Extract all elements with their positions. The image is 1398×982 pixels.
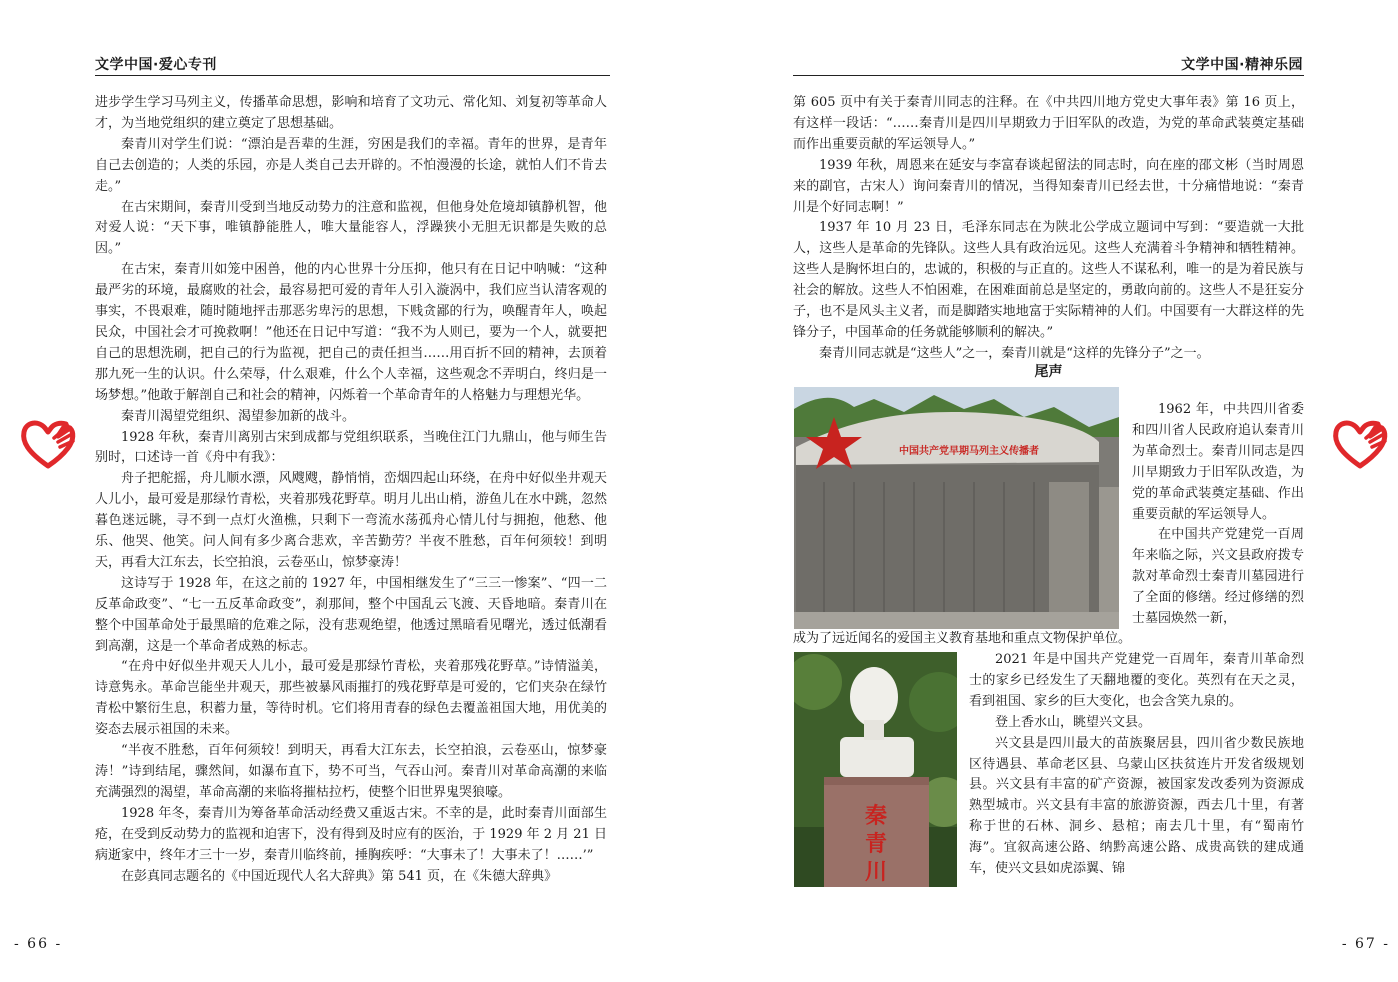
right-page	[699, 0, 1398, 982]
paragraph: 秦青川对学生们说：“漂泊是吾辈的生涯，穷困是我们的幸福。青年的世界，是青年自己去创造的；人类的乐园，亦是人类自己去开辟的。不怕漫漫的长途，就怕人们不肯去走。”	[95, 136, 607, 194]
paragraph: 1928 年冬，秦青川为筹备革命活动经费又重返古宋。不幸的是，此时秦青川面部生疮，在受到反动势力的监视和迫害下，没有得到及时应有的医治，于 1929 年 2 月 21 日病逝家中，终年才三十一岁，秦青川临终前，捶胸疾呼：“大事未了！大事未了！……’”	[95, 805, 607, 863]
heart-hand-logo-icon	[1330, 414, 1390, 474]
paragraph: “在舟中好似坐井观天人儿小，最可爱是那绿竹青松，夹着那残花野草。”诗情溢美，诗意隽永。革命岂能坐井观天，那些被暴风雨摧打的残花野草是可爱的，它们夹杂在绿竹青松中繁衍生息，积蓄力量，等待时机。它们将用青春的绿色去覆盖祖国大地，用优美的姿态去展示祖国的未来。	[95, 659, 607, 738]
paragraph: 兴文县是四川最大的苗族聚居县，四川省少数民族地区待遇县、革命老区县、乌蒙山区扶贫连片开发省级规划县。兴文县有丰富的矿产资源，被国家发改委列为资源成熟型城市。兴文县有丰富的旅游资源，西去几十里，有著称于世的石林、洞乡、悬棺；南去几十里，有“蜀南竹海”。宜叙高速公路、纳黔高速公路、成贵高铁的建成通车，使兴文县如虎添翼、锦	[969, 735, 1304, 877]
paragraph: 秦青川同志就是“这些人”之一，秦青川就是“这样的先锋分子”之一。	[819, 345, 1210, 361]
paragraph: 1962 年，中共四川省委和四川省人民政府追认秦青川为革命烈士。秦青川同志是四川早期致力于旧军队改造，为党的革命武装奠定基础、作出重要贡献的军运领导人。	[1132, 402, 1304, 522]
bust-inscription: 秦青川	[864, 803, 887, 885]
memorial-inscription: 中国共产党早期马列主义传播者	[899, 446, 1039, 457]
wrap-text-beside-bust	[969, 650, 1304, 880]
right-article-body	[793, 93, 1304, 365]
paragraph: 进步学生学习马列主义，传播革命思想，影响和培育了文功元、常化知、刘复初等革命人才，为当地党组织的建立奠定了思想基础。	[95, 95, 607, 131]
left-page-header: 文学中国·爱心专刊	[95, 57, 217, 73]
paragraph: 这诗写于 1928 年，在这之前的 1927 年，中国相继发生了“三三一惨案”、“四一二反革命政变”、“七一五反革命政变”，刹那间，整个中国乱云飞渡、天昏地暗。秦青川在整个中国革命处于最黑暗的危难之际，没有悲观绝望，他透过黑暗看见曙光，透过低潮看到高潮，这是一个革命者成熟的标志。	[95, 575, 607, 654]
paragraph: 在古宋，秦青川如笼中困兽，他的内心世界十分压抑，他只有在日记中呐喊：“这种最严劣的环境，最腐败的社会，最容易把可爱的青年人引入漩涡中，我们应当认清客观的事实，不畏艰难，随时随地抨击那恶劣卑污的思想，下贱贪鄙的行为，唤醒青年人，唤起民众，中国社会才可挽救啊！”他还在日记中写道：“我不为人则已，要为一个人，就要把自己的思想洗刷，把自己的行为监视，把自己的责任担当……用百折不回的精神，去顶着那九死一生的认识。什么荣辱，什么艰难，什么个人幸福，这些观念不弄明白，终归是一场梦想。”他敢于解剖自己和社会的精神，闪烁着一个革命青年的人格魅力与理想光华。	[95, 262, 607, 403]
paragraph: 在彭真同志题名的《中国近现代人名大辞典》第 541 页，在《朱德大辞典》	[121, 868, 558, 884]
left-article-body	[95, 93, 607, 887]
paragraph: “半夜不胜愁，百年何须较！到明天，再看大江东去，长空拍浪，云卷巫山，惊梦豪涛！”诗到结尾，骤然间，如瀑布直下，势不可当，气吞山河。秦青川对革命高潮的来临充满强烈的渴望，革命高潮的来临将摧枯拉朽，使整个旧世界鬼哭狼嚎。	[95, 743, 607, 800]
poem-paragraph: 舟子把舵摇，舟儿顺水漂，风飕飕，静悄悄，峦烟四起山环绕，在舟中好似坐井观天人儿小，最可爱是那绿竹青松，夹着那残花野草。明月儿出山梢，游鱼儿在水中跳，忽然暮色迷远眺，寻不到一点灯火渔樵，只剩下一弯流水荡孤舟心情儿付与拥抱，他愁、他乐、他哭、他笑。问人间有多少离合悲欢，辛苦勤劳？半夜不胜愁，百年何须较！到明天，再看大江东去，长空拍浪，云卷巫山，惊梦豪涛！	[95, 471, 607, 570]
paragraph: 在古宋期间，秦青川受到当地反动势力的注意和监视，但他身处危境却镇静机智，他对爱人说：“天下事，唯镇静能胜人，唯大量能容人，浮躁狭小无胆无识都是失败的总因。”	[95, 199, 607, 257]
right-header-rule	[793, 75, 1304, 76]
heart-hand-logo-icon	[18, 414, 78, 474]
memorial-wall-photo	[794, 387, 1119, 629]
paragraph: 2021 年是中国共产党建党一百周年，秦青川革命烈士的家乡已经发生了天翻地覆的变化。英烈有在天之灵，看到祖国、家乡的巨大变化，也会含笑九泉的。	[969, 652, 1304, 709]
paragraph: 登上香水山，眺望兴文县。	[995, 714, 1152, 730]
paragraph: 1939 年秋，周恩来在延安与李富春谈起留法的同志时，向在座的邵文彬（当时周恩来的副官，古宋人）询问秦青川的情况，当得知秦青川已经去世，十分痛惜地说：“秦青川是个好同志啊！”	[793, 157, 1304, 215]
right-page-number: - 67 -	[1341, 936, 1390, 952]
paragraph: 第 605 页中有关于秦青川同志的注释。在《中共四川地方党史大事年表》第 16 页上，有这样一段话：“……秦青川是四川早期致力于旧军队的改造，为党的革命武装奠定基础而作出重要贡献的军运领导人。”	[793, 95, 1304, 152]
paragraph: 1937 年 10 月 23 日，毛泽东同志在为陕北公学成立题词中写到：“要造就一大批人，这些人是革命的先锋队。这些人具有政治远见。这些人充满着斗争精神和牺牲精神。这些人是胸怀坦白的，忠诚的，积极的与正直的。这些人不谋私利，唯一的是为着民族与社会的解放。这些人不怕困难，在困难面前总是坚定的，勇敢向前的。这些人不是狂妄分子，也不是风头主义者，而是脚踏实地地富于实际精神的人们。中国要有一大群这样的先锋分子，中国革命的任务就能够顺利的解决。”	[793, 220, 1304, 340]
bust-statue-photo	[794, 652, 957, 887]
paragraph: 在中国共产党建党一百周年来临之际，兴文县政府拨专款对革命烈士秦青川墓园进行了全面的修缮。经过修缮的烈士墓园焕然一新，	[1132, 527, 1304, 627]
paragraph: 1928 年秋，秦青川离别古宋到成都与党组织联系，当晚住江门九鼎山，他与师生告别时，口述诗一首《舟中有我》：	[95, 429, 607, 466]
right-page-header: 文学中国·精神乐园	[1181, 57, 1303, 73]
wrap-text-beside-memorial	[1132, 400, 1304, 630]
left-page-number: - 66 -	[14, 936, 63, 952]
left-header-rule	[95, 75, 610, 76]
full-width-line: 成为了远近闻名的爱国主义教育基地和重点文物保护单位。	[793, 631, 1132, 646]
paragraph: 秦青川渴望党组织、渴望参加新的战斗。	[121, 408, 356, 424]
section-title: 尾声	[1034, 364, 1063, 380]
